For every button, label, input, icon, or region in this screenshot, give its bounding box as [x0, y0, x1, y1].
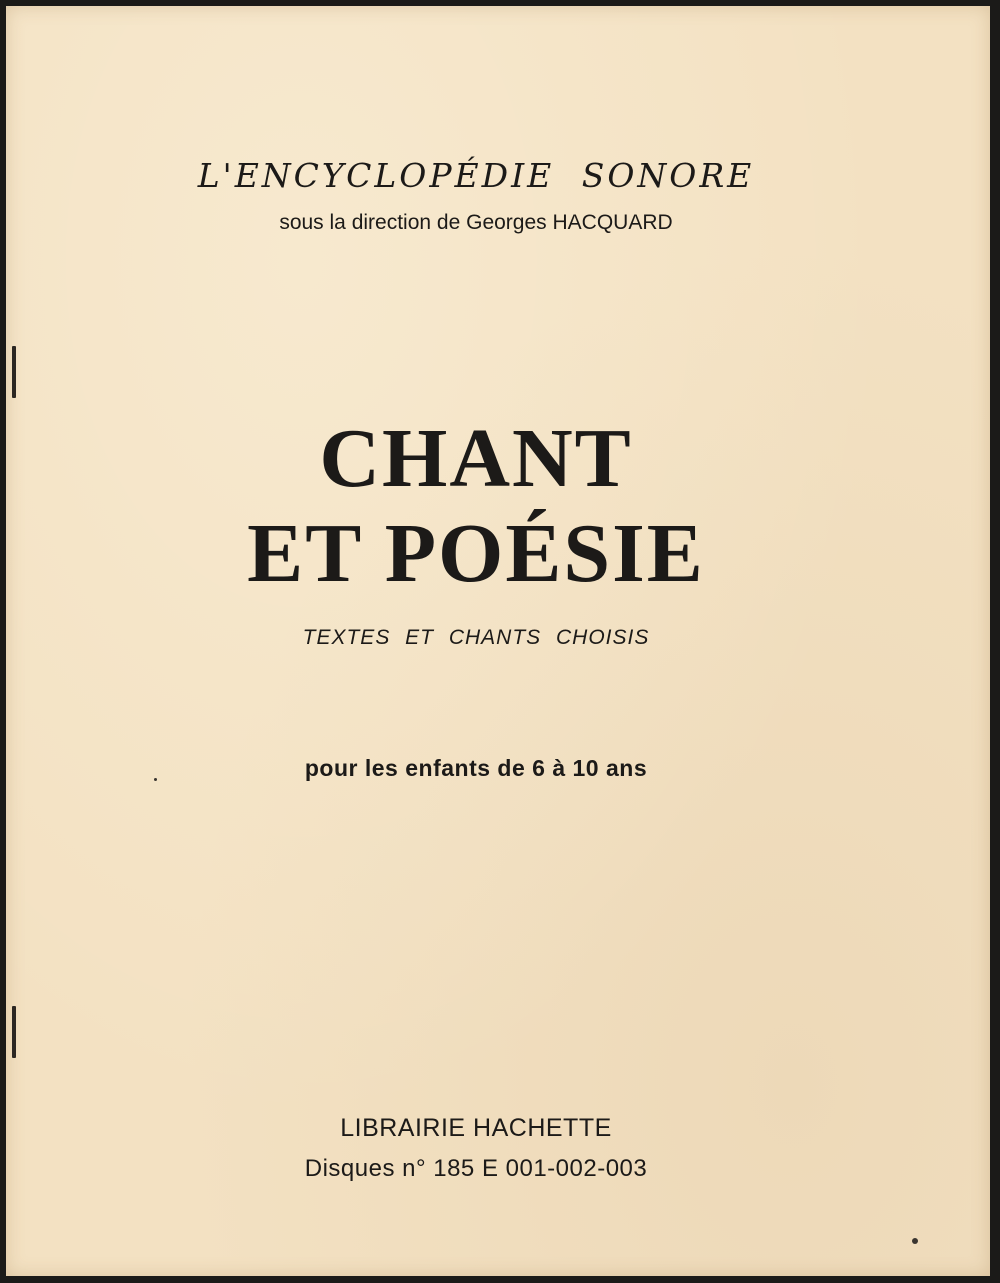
- disc-reference: Disques n° 185 E 001-002-003: [304, 1155, 648, 1182]
- editor-credit: sous la direction de Georges HACQUARD: [279, 211, 673, 234]
- main-title: [6, 411, 946, 601]
- paper-speck: [912, 1238, 918, 1244]
- title-line-1: CHANT: [319, 412, 633, 505]
- staple: [12, 1006, 16, 1058]
- title-line-2: ET POÉSIE: [247, 507, 705, 600]
- publisher-name: LIBRAIRIE HACHETTE: [340, 1114, 612, 1142]
- subtitle: TEXTES ET CHANTS CHOISIS: [302, 626, 650, 649]
- paper-speck: [154, 778, 157, 781]
- series-title: L'ENCYCLOPÉDIE SONORE: [197, 156, 755, 195]
- booklet-cover: [6, 6, 990, 1276]
- audience-line: pour les enfants de 6 à 10 ans: [304, 755, 648, 781]
- staple: [12, 346, 16, 398]
